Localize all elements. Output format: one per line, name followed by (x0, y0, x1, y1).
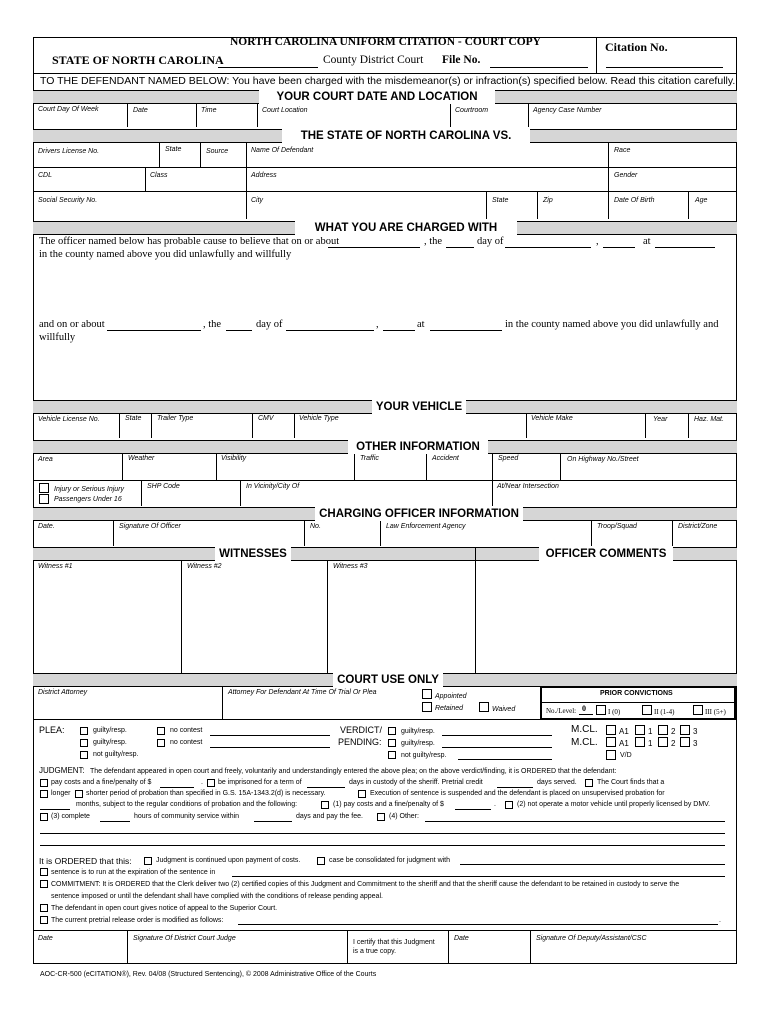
court-location-label: Court Location (262, 107, 308, 114)
deputy-signature-label: Signature Of Deputy/Assistant/CSC (536, 935, 647, 942)
no-contest-2-checkbox[interactable] (157, 739, 165, 747)
condition-2-label: (2) not operate a motor vehicle until properly licensed by DMV. (517, 801, 711, 808)
shorter-label: shorter period of probation than specified in G.S. 15A-1343.2(d) is necessary. (86, 790, 326, 797)
charge-second-intro: and on or about (39, 319, 105, 330)
days-fee-label: days and pay the fee. (296, 813, 363, 820)
dob-label: Date Of Birth (614, 197, 655, 204)
condition-3-checkbox[interactable] (40, 813, 48, 821)
mcl2-1-label: 1 (648, 739, 653, 748)
community-service-label: hours of community service within (134, 813, 240, 820)
race-label: Race (614, 147, 631, 154)
witness-3-label: Witness #3 (333, 563, 368, 570)
certify-line-2: is a true copy. (353, 948, 397, 955)
county-field[interactable] (218, 67, 318, 68)
charge-line-1 (39, 236, 339, 247)
suspended-checkbox[interactable] (358, 790, 366, 798)
other-field-2[interactable] (40, 833, 725, 834)
state-vs-title: THE STATE OF NORTH CAROLINA VS. (282, 129, 530, 143)
plea-guilty-2-checkbox[interactable] (80, 739, 88, 747)
condition-3-label: (3) complete (51, 813, 90, 820)
traffic-label: Traffic (360, 455, 379, 462)
prior-count-value: 0 (582, 704, 586, 713)
form-title: NORTH CAROLINA UNIFORM CITATION - COURT COPY (230, 36, 541, 48)
plea-not-guilty-label: not guilty/resp. (93, 751, 139, 758)
custody-label: days in custody of the sheriff. Pretrial credit (349, 779, 483, 786)
mcl-1-label: M.CL. (571, 724, 598, 735)
vd-label: V/D (620, 752, 632, 759)
mcl1-2-checkbox[interactable] (658, 725, 668, 735)
court-finds-checkbox[interactable] (585, 779, 593, 787)
charge-month-field[interactable] (505, 247, 591, 248)
district-zone-label: District/Zone (678, 523, 718, 530)
charge-day-field[interactable] (446, 247, 474, 248)
retained-label: Retained (435, 705, 464, 712)
condition-4-checkbox[interactable] (377, 813, 385, 821)
speed-label: Speed (498, 455, 519, 462)
witness-1-label: Witness #1 (38, 563, 73, 570)
appeal-checkbox[interactable] (40, 904, 48, 912)
judge-date-label: Date (38, 935, 53, 942)
drivers-license-label: Drivers License No. (38, 148, 100, 155)
verdict-guilty-1-checkbox[interactable] (388, 727, 396, 735)
court-date-bar (33, 90, 737, 104)
charge2-at: at (417, 319, 425, 330)
vehicle-title: YOUR VEHICLE (372, 400, 466, 414)
district-attorney-label: District Attorney (38, 689, 88, 696)
file-label: File No. (442, 54, 481, 66)
vehicle-year-label: Year (653, 416, 668, 423)
address-label: Address (251, 172, 277, 179)
vicinity-label: In Vicinity/City Of (246, 483, 300, 490)
charge-intro: The officer named below has probable cause to believe that on or about (39, 236, 340, 247)
state-vs-bar (33, 129, 737, 143)
witnesses-title: WITNESSES (215, 547, 291, 561)
charge-day-of: day of (477, 236, 504, 247)
months-label: months, subject to the regular conditions of probation and the following: (76, 801, 298, 808)
ordered-label: It is ORDERED that this: (39, 856, 132, 866)
defense-attorney-label: Attorney For Defendant At Time Of Trial Or Plea (228, 689, 377, 696)
condition-1-label: (1) pay costs and a fine/penalty of $ (333, 801, 444, 808)
visibility-label: Visibility (221, 455, 247, 462)
defendant-notice: TO THE DEFENDANT NAMED BELOW: You have been charged with the misdemeanor(s) or infraction(s) specified below. Read this citation carefully. (40, 75, 736, 87)
level-1-checkbox[interactable] (596, 705, 606, 715)
clerk-date-label: Date (454, 935, 469, 942)
imprisoned-checkbox[interactable] (207, 779, 215, 787)
plea-not-guilty-checkbox[interactable] (80, 751, 88, 759)
vehicle-state-label: State (125, 415, 142, 422)
judgment-label: JUDGMENT: (39, 766, 85, 775)
pay-costs-checkbox[interactable] (40, 779, 48, 787)
court-day-label: Court Day Of Week (38, 106, 99, 113)
class-label: Class (150, 172, 168, 179)
charge-at: at (643, 236, 651, 247)
verdict-label: VERDICT/ (340, 725, 383, 735)
level-2-checkbox[interactable] (642, 705, 652, 715)
pretrial-label: The current pretrial release order is modified as follows: (51, 917, 224, 924)
verdict-guilty-1-label: guilty/resp. (401, 728, 435, 735)
comments-title: OFFICER COMMENTS (539, 547, 673, 561)
appointed-label: Appointed (435, 693, 467, 700)
charge2-the: , the (203, 319, 222, 330)
verdict-not-guilty-checkbox[interactable] (388, 751, 396, 759)
level-1-label: I (0) (608, 708, 621, 716)
mcl2-a1-label: A1 (619, 739, 629, 748)
charged-title: WHAT YOU ARE CHARGED WITH (295, 221, 517, 235)
weather-label: Weather (128, 455, 155, 462)
court-date-title: YOUR COURT DATE AND LOCATION (259, 90, 495, 104)
mcl1-a1-label: A1 (619, 727, 629, 736)
mcl-2-label: M.CL. (571, 737, 598, 748)
shorter-checkbox[interactable] (75, 790, 83, 798)
trailer-type-label: Trailer Type (157, 415, 194, 422)
condition-2-checkbox[interactable] (505, 801, 513, 809)
defendant-name-label: Name Of Defendant (251, 147, 314, 154)
judge-signature-label: Signature Of District Court Judge (133, 935, 236, 942)
other-info-title: OTHER INFORMATION (348, 440, 488, 454)
days-served-label: days served. (537, 779, 577, 786)
continued-checkbox[interactable] (144, 857, 152, 865)
troop-label: Troop/Squad (597, 523, 637, 530)
mcl2-2-checkbox[interactable] (658, 737, 668, 747)
mcl2-3-label: 3 (693, 739, 698, 748)
form-footer: AOC-CR-500 (eCITATION®), Rev. 04/08 (Structured Sentencing), © 2008 Administrative Office of the Courts (40, 971, 377, 978)
court-use-title: COURT USE ONLY (333, 673, 443, 687)
witness-2-label: Witness #2 (187, 563, 222, 570)
consolidate-label: case be consolidated for judgment with (329, 857, 451, 864)
vehicle-make-label: Vehicle Make (531, 415, 573, 422)
continued-label: Judgment is continued upon payment of costs. (156, 857, 301, 864)
commitment-label: COMMITMENT: It is ORDERED that the Clerk deliver two (2) certified copies of this Judgment and Commitment to the sheriff and that the sheriff cause the defendant to be retained in custody to serve the (51, 881, 680, 888)
charge2-willfully: willfully (39, 332, 76, 343)
passengers-checkbox[interactable] (39, 494, 49, 504)
mcl2-2-label: 2 (671, 739, 676, 748)
charge-year-field[interactable] (603, 247, 635, 248)
addr-state-label: State (492, 197, 509, 204)
longer-checkbox[interactable] (40, 790, 48, 798)
charge2-year-field[interactable] (383, 330, 415, 331)
waived-checkbox[interactable] (479, 702, 489, 712)
suspended-label: Execution of sentence is suspended and the defendant is placed on unsupervised probation for (370, 790, 665, 797)
no-level-label: No./Level: (546, 707, 577, 715)
plea-label: PLEA: (39, 725, 65, 735)
verdict-guilty-2-checkbox[interactable] (388, 739, 396, 747)
pretrial-checkbox[interactable] (40, 916, 48, 924)
court-use-bar (33, 673, 737, 687)
appeal-label: The defendant in open court gives notice of appeal to the Superior Court. (51, 905, 278, 912)
court-finds-label: The Court finds that a (597, 779, 665, 786)
officer-bar (33, 507, 737, 521)
charge-time-field[interactable] (655, 247, 715, 248)
court-time-label: Time (201, 107, 217, 114)
no-contest-1-checkbox[interactable] (157, 727, 165, 735)
charge-comma: , (596, 236, 599, 247)
intersection-label: At/Near Intersection (497, 483, 559, 490)
condition-1-checkbox[interactable] (321, 801, 329, 809)
pretrial-period: . (719, 917, 721, 924)
officer-title: CHARGING OFFICER INFORMATION (315, 507, 523, 521)
agency-label: Law Enforcement Agency (386, 523, 466, 530)
charge-date-field[interactable] (328, 247, 420, 248)
zip-label: Zip (543, 197, 553, 204)
accident-label: Accident (432, 455, 459, 462)
officer-no-label: No. (310, 523, 321, 530)
other-info-bar (33, 440, 737, 454)
comments-bar (475, 547, 737, 561)
charged-bar (33, 221, 737, 235)
witnesses-bar (33, 547, 475, 561)
pay-costs-label: pay costs and a fine/penalty of $ (51, 779, 152, 786)
longer-label: longer (51, 790, 71, 797)
prior-convictions-title: PRIOR CONVICTIONS (600, 690, 673, 697)
level-3-label: III (5+) (705, 708, 726, 716)
highway-label: On Highway No./Street (567, 456, 639, 463)
pending-label: PENDING: (338, 737, 382, 747)
verdict-guilty-2-label: guilty/resp. (401, 740, 435, 747)
file-number-field[interactable] (490, 67, 588, 68)
county-label: County District Court (323, 54, 424, 66)
citation-label: Citation No. (605, 40, 668, 54)
charge2-county: in the county named above you did unlawfully and (505, 319, 719, 330)
charge2-month-field[interactable] (286, 330, 374, 331)
no-contest-1-label: no contest (170, 727, 203, 734)
mcl2-1-checkbox[interactable] (635, 737, 645, 747)
mcl1-3-label: 3 (693, 727, 698, 736)
level-2-label: II (1-4) (654, 708, 675, 716)
level-3-checkbox[interactable] (693, 705, 703, 715)
officer-signature-label: Signature Of Officer (119, 523, 181, 530)
mcl2-a1-checkbox[interactable] (606, 737, 616, 747)
age-label: Age (695, 197, 708, 204)
waived-label: Waived (492, 706, 516, 713)
mcl2-3-checkbox[interactable] (680, 737, 690, 747)
charge2-date-field[interactable] (107, 330, 201, 331)
charge2-day-of: day of (256, 319, 283, 330)
charge-the: , the (424, 236, 443, 247)
officer-date-label: Date. (38, 523, 55, 530)
sentence-expiration-label: sentence is to run at the expiration of the sentence in (51, 869, 216, 876)
ssn-label: Social Security No. (38, 197, 98, 204)
mcl1-1-label: 1 (648, 727, 653, 736)
charge-line-2: in the county named above you did unlawfully and willfully (39, 249, 292, 260)
vehicle-license-label: Vehicle License No. (38, 416, 100, 423)
consolidate-checkbox[interactable] (317, 857, 325, 865)
mcl1-1-checkbox[interactable] (635, 725, 645, 735)
pretrial-field[interactable] (238, 924, 718, 925)
injury-label: Injury or Serious Injury (54, 486, 125, 493)
cdl-label: CDL (38, 172, 53, 179)
passengers-label: Passengers Under 16 (54, 496, 122, 503)
appointed-checkbox[interactable] (422, 689, 432, 699)
other-field[interactable] (425, 821, 725, 822)
retained-checkbox[interactable] (422, 702, 432, 712)
shp-code-label: SHP Code (147, 483, 180, 490)
no-contest-2-label: no contest (170, 739, 203, 746)
charge2-day-field[interactable] (226, 330, 252, 331)
sentence-expiration-checkbox[interactable] (40, 868, 48, 876)
agency-case-label: Agency Case Number (533, 107, 602, 114)
gender-label: Gender (614, 172, 638, 179)
judgment-text: The defendant appeared in open court and freely, voluntarily and understandingly entered the above plea; on the above verdict/finding, it is ORDERED that the defendant: (90, 768, 617, 775)
vehicle-type-label: Vehicle Type (299, 415, 339, 422)
court-date-label: Date (133, 107, 148, 114)
condition-4-label: (4) Other: (389, 813, 419, 820)
haz-mat-label: Haz. Mat. (694, 416, 724, 423)
citation-number-field[interactable] (606, 67, 723, 68)
commitment-checkbox[interactable] (40, 880, 48, 888)
vd-checkbox[interactable] (606, 750, 616, 760)
plea-guilty-1-label: guilty/resp. (93, 727, 127, 734)
condition-1-period: . (494, 801, 496, 808)
mcl1-a1-checkbox[interactable] (606, 725, 616, 735)
area-label: Area (38, 456, 53, 463)
charge2-comma: , (376, 319, 379, 330)
city-label: City (251, 197, 264, 204)
certify-line-1: I certify that this Judgment (353, 939, 435, 946)
vehicle-bar (33, 400, 737, 414)
other-field-3[interactable] (40, 845, 725, 846)
imprisoned-label: be imprisoned for a term of (218, 779, 302, 786)
state-name: STATE OF NORTH CAROLINA (52, 53, 224, 67)
source-label: Source (206, 148, 229, 155)
plea-guilty-1-checkbox[interactable] (80, 727, 88, 735)
commitment-continued: sentence imposed or until the defendant shall have complied with the conditions of release pending appeal. (51, 893, 383, 900)
courtroom-label: Courtroom (455, 107, 489, 114)
dl-state-label: State (165, 146, 182, 153)
plea-guilty-2-label: guilty/resp. (93, 739, 127, 746)
verdict-not-guilty-label: not guilty/resp. (401, 752, 447, 759)
mcl1-3-checkbox[interactable] (680, 725, 690, 735)
mcl1-2-label: 2 (671, 727, 676, 736)
injury-checkbox[interactable] (39, 483, 49, 493)
cmv-label: CMV (258, 415, 274, 422)
charge2-time-field[interactable] (430, 330, 502, 331)
pay-costs-period: . (201, 779, 203, 786)
